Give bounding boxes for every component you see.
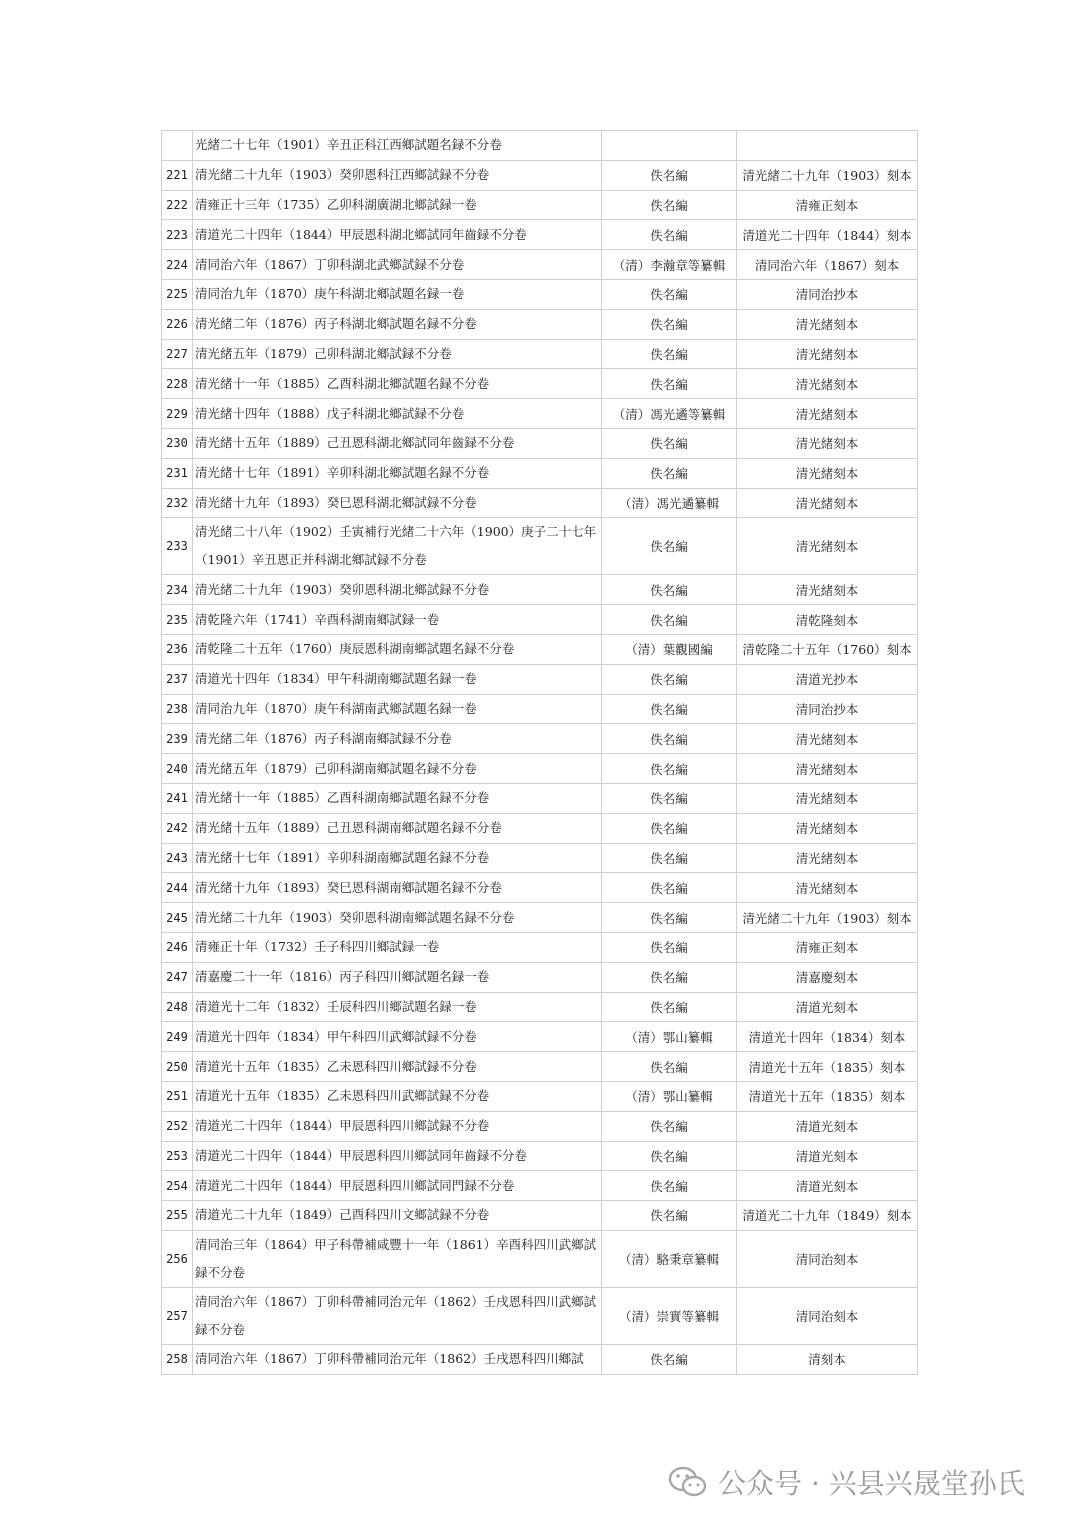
row-author: 佚名編 [602,1111,737,1141]
row-author: （清）馮光遹纂輯 [602,488,737,518]
row-author: 佚名編 [602,992,737,1022]
row-number: 245 [162,903,193,933]
row-author: 佚名編 [602,962,737,992]
row-edition: 清光緒刻本 [737,783,918,813]
row-title: 清光緒二年（1876）丙子科湖南鄉試録不分卷 [193,724,602,754]
row-edition: 清嘉慶刻本 [737,962,918,992]
row-edition: 清同治刻本 [737,1230,918,1287]
row-number: 222 [162,190,193,220]
row-author: 佚名編 [602,1171,737,1201]
row-number: 224 [162,250,193,280]
table-row [162,190,918,220]
wechat-icon [668,1465,708,1499]
table-row [162,1171,918,1201]
row-edition: 清光緒刻本 [737,309,918,339]
row-title: 光緒二十七年（1901）辛丑正科江西鄉試題名録不分卷 [193,131,602,161]
row-number: 252 [162,1111,193,1141]
row-edition: 清光緒刻本 [737,399,918,429]
row-title: 清光緒十五年（1889）己丑恩科湖南鄉試題名録不分卷 [193,813,602,843]
table-row [162,250,918,280]
row-title: 清光緒十七年（1891）辛卯科湖北鄉試題名録不分卷 [193,458,602,488]
table-row [162,1344,918,1374]
row-author: 佚名編 [602,783,737,813]
row-number: 238 [162,694,193,724]
row-author: 佚名編 [602,160,737,190]
row-number: 236 [162,634,193,664]
row-edition: 清道光十五年（1835）刻本 [737,1052,918,1082]
row-title: 清光緒五年（1879）己卯科湖北鄉試録不分卷 [193,339,602,369]
table-row [162,428,918,458]
row-edition: 清乾隆二十五年（1760）刻本 [737,634,918,664]
row-edition: 清道光刻本 [737,992,918,1022]
row-edition: 清光緒刻本 [737,843,918,873]
row-number: 227 [162,339,193,369]
table-row [162,992,918,1022]
row-number: 247 [162,962,193,992]
row-number: 232 [162,488,193,518]
row-author: 佚名編 [602,813,737,843]
row-author: （清）鄂山纂輯 [602,1022,737,1052]
row-number: 228 [162,369,193,399]
row-title: 清同治六年（1867）丁卯科帶補同治元年（1862）壬戌恩科四川鄉試 [193,1344,602,1374]
row-number: 239 [162,724,193,754]
row-author: （清）葉觀國編 [602,634,737,664]
table-row [162,903,918,933]
row-title: 清同治六年（1867）丁卯科湖北武鄉試録不分卷 [193,250,602,280]
row-number: 246 [162,932,193,962]
watermark [668,1460,1025,1504]
row-author: 佚名編 [602,1344,737,1374]
row-number: 225 [162,279,193,309]
row-edition: 清乾隆刻本 [737,605,918,635]
row-number: 254 [162,1171,193,1201]
catalog-table [161,130,918,1375]
table-row [162,783,918,813]
row-author: 佚名編 [602,279,737,309]
row-title: 清道光十四年（1834）甲午科湖南鄉試題名録一卷 [193,664,602,694]
row-title: 清光緒二十九年（1903）癸卯恩科湖北鄉試録不分卷 [193,575,602,605]
row-title: 清光緒二十九年（1903）癸卯恩科江西鄉試録不分卷 [193,160,602,190]
row-number: 258 [162,1344,193,1374]
row-author: 佚名編 [602,339,737,369]
row-edition [737,131,918,161]
table-row [162,724,918,754]
row-title: 清乾隆六年（1741）辛酉科湖南鄉試録一卷 [193,605,602,635]
row-author: 佚名編 [602,1141,737,1171]
table-row [162,843,918,873]
row-title: 清道光二十四年（1844）甲辰恩科湖北鄉試同年齒録不分卷 [193,220,602,250]
row-number: 230 [162,428,193,458]
table-row [162,220,918,250]
row-title: 清光緒二十九年（1903）癸卯恩科湖南鄉試題名録不分卷 [193,903,602,933]
row-title: 清道光二十九年（1849）己酉科四川文鄉試録不分卷 [193,1201,602,1231]
row-author: 佚名編 [602,843,737,873]
table-row [162,1081,918,1111]
row-author: （清）馮光遹等纂輯 [602,399,737,429]
row-title: 清光緒二十八年（1902）壬寅補行光緒二十六年（1900）庚子二十七年（1901）辛丑恩正并科湖北鄉試録不分卷 [193,518,602,575]
row-number: 233 [162,518,193,575]
row-author: 佚名編 [602,428,737,458]
row-title: 清道光十四年（1834）甲午科四川武鄉試録不分卷 [193,1022,602,1052]
row-title: 清道光十五年（1835）乙未恩科四川武鄉試録不分卷 [193,1081,602,1111]
row-edition: 清道光十四年（1834）刻本 [737,1022,918,1052]
row-title: 清光緒十五年（1889）己丑恩科湖北鄉試同年齒録不分卷 [193,428,602,458]
table-row [162,518,918,575]
row-author: 佚名編 [602,575,737,605]
row-number: 226 [162,309,193,339]
row-number: 256 [162,1230,193,1287]
table-row [162,309,918,339]
row-number: 251 [162,1081,193,1111]
table-row [162,962,918,992]
table-row [162,664,918,694]
row-author: 佚名編 [602,1201,737,1231]
catalog-table-body [162,131,918,1375]
row-number: 249 [162,1022,193,1052]
row-number: 244 [162,873,193,903]
row-edition: 清光緒刻本 [737,813,918,843]
row-number: 229 [162,399,193,429]
row-number [162,131,193,161]
row-edition: 清道光刻本 [737,1141,918,1171]
row-number: 243 [162,843,193,873]
table-row [162,279,918,309]
row-author: 佚名編 [602,190,737,220]
row-author: 佚名編 [602,664,737,694]
row-title: 清光緒二年（1876）丙子科湖北鄉試題名録不分卷 [193,309,602,339]
table-row [162,160,918,190]
row-author: （清）崇實等纂輯 [602,1287,737,1344]
row-title: 清道光十五年（1835）乙未恩科四川鄉試録不分卷 [193,1052,602,1082]
table-row [162,1022,918,1052]
table-row [162,932,918,962]
row-number: 257 [162,1287,193,1344]
row-author: 佚名編 [602,458,737,488]
row-number: 255 [162,1201,193,1231]
row-title: 清道光二十四年（1844）甲辰恩科四川鄉試同年齒録不分卷 [193,1141,602,1171]
table-row [162,813,918,843]
row-edition: 清光緒二十九年（1903）刻本 [737,160,918,190]
row-author: 佚名編 [602,1052,737,1082]
table-row [162,873,918,903]
row-edition: 清光緒二十九年（1903）刻本 [737,903,918,933]
row-author: 佚名編 [602,309,737,339]
table-row [162,369,918,399]
watermark-text: 公众号 · 兴县兴晟堂孙氏 [718,1467,1025,1500]
row-author: 佚名編 [602,605,737,635]
row-edition: 清雍正刻本 [737,932,918,962]
row-edition: 清光緒刻本 [737,488,918,518]
row-edition: 清光緒刻本 [737,428,918,458]
table-row [162,754,918,784]
table-row [162,1201,918,1231]
table-row [162,605,918,635]
row-title: 清光緒十九年（1893）癸巳恩科湖北鄉試録不分卷 [193,488,602,518]
row-title: 清光緒十一年（1885）乙酉科湖南鄉試題名録不分卷 [193,783,602,813]
row-title: 清光緒十九年（1893）癸巳恩科湖南鄉試題名録不分卷 [193,873,602,903]
row-title: 清同治九年（1870）庚午科湖南武鄉試題名録一卷 [193,694,602,724]
row-edition: 清同治抄本 [737,279,918,309]
row-edition: 清道光二十九年（1849）刻本 [737,1201,918,1231]
row-number: 235 [162,605,193,635]
row-number: 248 [162,992,193,1022]
row-title: 清同治六年（1867）丁卯科帶補同治元年（1862）壬戌恩科四川武鄉試録不分卷 [193,1287,602,1344]
row-number: 253 [162,1141,193,1171]
row-edition: 清刻本 [737,1344,918,1374]
row-number: 250 [162,1052,193,1082]
row-author: 佚名編 [602,369,737,399]
row-title: 清同治三年（1864）甲子科帶補咸豐十一年（1861）辛酉科四川武鄉試録不分卷 [193,1230,602,1287]
row-edition: 清光緒刻本 [737,873,918,903]
row-author [602,131,737,161]
row-edition: 清道光刻本 [737,1111,918,1141]
row-title: 清光緒五年（1879）己卯科湖南鄉試題名録不分卷 [193,754,602,784]
row-edition: 清道光二十四年（1844）刻本 [737,220,918,250]
table-row [162,1230,918,1287]
row-author: 佚名編 [602,518,737,575]
row-number: 231 [162,458,193,488]
table-row [162,131,918,161]
row-edition: 清同治刻本 [737,1287,918,1344]
table-row [162,634,918,664]
row-edition: 清光緒刻本 [737,575,918,605]
table-row [162,458,918,488]
row-edition: 清光緒刻本 [737,518,918,575]
row-edition: 清光緒刻本 [737,458,918,488]
row-edition: 清光緒刻本 [737,339,918,369]
row-edition: 清光緒刻本 [737,369,918,399]
row-title: 清嘉慶二十一年（1816）丙子科四川鄉試題名録一卷 [193,962,602,992]
row-number: 240 [162,754,193,784]
row-title: 清道光二十四年（1844）甲辰恩科四川鄉試録不分卷 [193,1111,602,1141]
row-author: 佚名編 [602,220,737,250]
row-author: （清）鄂山纂輯 [602,1081,737,1111]
row-number: 242 [162,813,193,843]
row-title: 清光緒十四年（1888）戊子科湖北鄉試録不分卷 [193,399,602,429]
table-row [162,1141,918,1171]
row-edition: 清道光十五年（1835）刻本 [737,1081,918,1111]
row-edition: 清道光刻本 [737,1171,918,1201]
row-author: 佚名編 [602,724,737,754]
table-row [162,488,918,518]
row-title: 清道光二十四年（1844）甲辰恩科四川鄉試同門録不分卷 [193,1171,602,1201]
row-edition: 清道光抄本 [737,664,918,694]
row-title: 清光緒十一年（1885）乙酉科湖北鄉試題名録不分卷 [193,369,602,399]
table-row [162,339,918,369]
row-number: 234 [162,575,193,605]
row-author: 佚名編 [602,903,737,933]
row-number: 241 [162,783,193,813]
row-number: 223 [162,220,193,250]
row-author: 佚名編 [602,694,737,724]
row-title: 清道光十二年（1832）壬辰科四川鄉試題名録一卷 [193,992,602,1022]
table-row [162,575,918,605]
row-number: 237 [162,664,193,694]
table-row [162,694,918,724]
table-row [162,1052,918,1082]
row-edition: 清雍正刻本 [737,190,918,220]
row-title: 清光緒十七年（1891）辛卯科湖南鄉試題名録不分卷 [193,843,602,873]
row-edition: 清光緒刻本 [737,724,918,754]
row-title: 清雍正十年（1732）壬子科四川鄉試録一卷 [193,932,602,962]
row-title: 清雍正十三年（1735）乙卯科湖廣湖北鄉試録一卷 [193,190,602,220]
row-edition: 清同治六年（1867）刻本 [737,250,918,280]
row-edition: 清光緒刻本 [737,754,918,784]
row-number: 221 [162,160,193,190]
row-author: 佚名編 [602,754,737,784]
table-row [162,399,918,429]
row-author: （清）李瀚章等纂輯 [602,250,737,280]
row-title: 清同治九年（1870）庚午科湖北鄉試題名録一卷 [193,279,602,309]
table-row [162,1111,918,1141]
row-author: （清）駱秉章纂輯 [602,1230,737,1287]
row-edition: 清同治抄本 [737,694,918,724]
table-row [162,1287,918,1344]
row-author: 佚名編 [602,873,737,903]
row-title: 清乾隆二十五年（1760）庚辰恩科湖南鄉試題名録不分卷 [193,634,602,664]
row-author: 佚名編 [602,932,737,962]
